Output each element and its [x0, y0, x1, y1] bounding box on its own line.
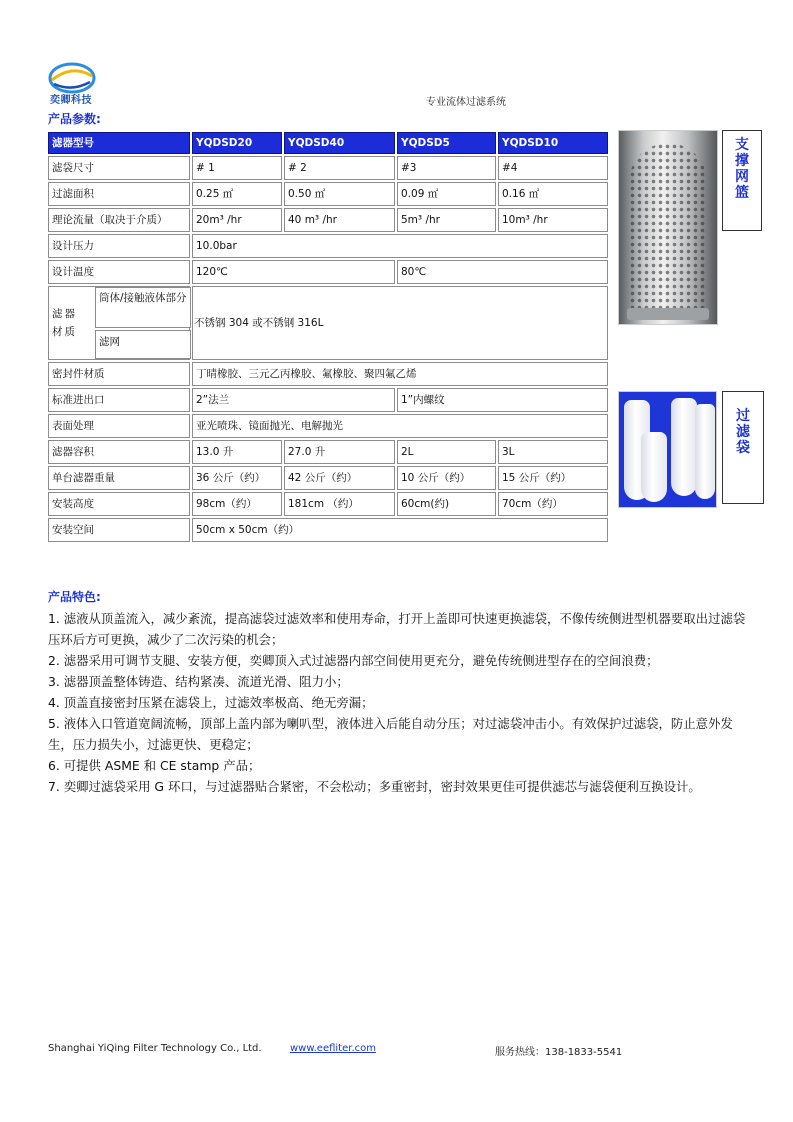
table-cell: 丁晴橡胶、三元乙丙橡胶、氟橡胶、聚四氟乙烯 [192, 362, 608, 386]
table-cell: 标准进出口 [48, 388, 190, 412]
table-cell: 10.0bar [192, 234, 608, 258]
table-cell: 滤器型号 [48, 132, 190, 154]
table-cell: 设计温度 [48, 260, 190, 284]
basket-label [722, 130, 762, 231]
table-header-row [48, 132, 608, 154]
material-value: 不锈钢 304 或不锈钢 316L [194, 317, 324, 329]
table-row [48, 388, 608, 412]
table-cell: 2”法兰 [192, 388, 395, 412]
feature-item: 7. 奕卿过滤袋采用 G 环口，与过滤器贴合紧密，不会松动；多重密封，密封效果更佳可提供滤芯与滤袋便利互换设计。 [48, 779, 701, 794]
footer-hotline: 服务热线：138-1833-5541 [495, 1047, 623, 1058]
basket-label-char: 撑 [735, 153, 749, 169]
table-cell: YQDSD40 [284, 132, 395, 154]
table-cell: 98cm（约） [192, 492, 282, 516]
table-cell: 2L [397, 440, 496, 464]
table-cell: 密封件材质 [48, 362, 190, 386]
material-label: 滤器材质 [52, 308, 77, 338]
filter-bag-photo [618, 391, 717, 508]
table-cell: 50cm x 50cm（约） [192, 518, 608, 542]
table-row [48, 362, 608, 386]
table-cell [99, 286, 608, 360]
table-cell: 0.16 ㎡ [498, 182, 608, 206]
table-cell: 滤袋尺寸 [48, 156, 190, 180]
table-cell: #3 [397, 156, 496, 180]
table-row [48, 492, 608, 516]
basket-label-char: 篮 [735, 185, 749, 201]
table-cell: YQDSD10 [498, 132, 608, 154]
material-sub-body: 筒体/接触液体部分 [95, 287, 191, 328]
table-cell: #4 [498, 156, 608, 180]
table-cell: 0.09 ㎡ [397, 182, 496, 206]
features-list [48, 608, 752, 797]
table-cell: 0.50 ㎡ [284, 182, 395, 206]
table-cell: 15 公斤（约） [498, 466, 608, 490]
table-cell: 10 公斤（约） [397, 466, 496, 490]
table-cell: 40 m³ /hr [284, 208, 395, 232]
table-row [48, 466, 608, 490]
table-cell: 表面处理 [48, 414, 190, 438]
basket-label-char: 网 [735, 169, 749, 185]
basket-label-char: 支 [735, 137, 749, 153]
table-row [48, 182, 608, 206]
table-row [48, 260, 608, 284]
table-cell: 滤器容积 [48, 440, 190, 464]
table-cell: 80℃ [397, 260, 608, 284]
bag-label-char: 滤 [736, 424, 750, 440]
feature-item: 4. 顶盖直接密封压紧在滤袋上，过滤效率极高、绝无旁漏； [48, 695, 374, 710]
feature-item: 3. 滤器顶盖整体铸造、结构紧凑、流道光滑、阻力小； [48, 674, 349, 689]
table-cell: 设计压力 [48, 234, 190, 258]
table-cell: # 2 [284, 156, 395, 180]
table-row [48, 518, 608, 542]
table-row [48, 208, 608, 232]
table-cell: 10m³ /hr [498, 208, 608, 232]
footer-company: Shanghai YiQing Filter Technology Co., Ltd. [48, 1043, 262, 1054]
table-row [48, 156, 608, 180]
footer-website-link[interactable]: www.eefliter.com [290, 1043, 376, 1054]
table-cell: 1”内螺纹 [397, 388, 608, 412]
table-cell: 120℃ [192, 260, 395, 284]
logo-text: 奕卿科技 [50, 95, 92, 106]
table-cell: 181cm （约） [284, 492, 395, 516]
bag-label-char: 袋 [736, 440, 750, 456]
spec-table [46, 130, 610, 544]
features-title: 产品特色: [48, 590, 101, 604]
table-cell: 亚光喷珠、镜面抛光、电解抛光 [192, 414, 608, 438]
table-cell: 70cm（约） [498, 492, 608, 516]
feature-item: 6. 可提供 ASME 和 CE stamp 产品； [48, 758, 261, 773]
table-cell: 27.0 升 [284, 440, 395, 464]
table-cell: 0.25 ㎡ [192, 182, 282, 206]
header-title: 专业流体过滤系统 [426, 97, 506, 108]
bag-label-char: 过 [736, 408, 750, 424]
table-cell: 42 公斤（约） [284, 466, 395, 490]
table-cell: 20m³ /hr [192, 208, 282, 232]
table-cell: 3L [498, 440, 608, 464]
table-cell: 13.0 升 [192, 440, 282, 464]
feature-item: 5. 液体入口管道宽阔流畅，顶部上盖内部为喇叭型，液体进入后能自动分压；对过滤袋冲击小。有效保护过滤袋，防止意外发生，压力损失小，过滤更快、更稳定； [48, 716, 733, 752]
table-row [48, 440, 608, 464]
table-cell: 单台滤器重量 [48, 466, 190, 490]
table-row [48, 414, 608, 438]
table-cell: 过滤面积 [48, 182, 190, 206]
table-cell: 理论流量（取决于介质） [48, 208, 190, 232]
table-cell: 安装高度 [48, 492, 190, 516]
table-cell: 36 公斤（约） [192, 466, 282, 490]
table-row [48, 234, 608, 258]
filter-bag-label [722, 391, 764, 504]
material-sub-mesh: 滤网 [95, 330, 191, 359]
table-cell: 5m³ /hr [397, 208, 496, 232]
table-cell: YQDSD20 [192, 132, 282, 154]
table-cell: # 1 [192, 156, 282, 180]
basket-photo [618, 130, 718, 325]
table-cell: 60cm(约) [397, 492, 496, 516]
table-cell: YQDSD5 [397, 132, 496, 154]
feature-item: 2. 滤器采用可调节支腿、安装方便，奕卿顶入式过滤器内部空间使用更充分，避免传统侧进型存在的空间浪费； [48, 653, 659, 668]
table-cell: 安装空间 [48, 518, 190, 542]
feature-item: 1. 滤液从顶盖流入，减少紊流，提高滤袋过滤效率和使用寿命，打开上盖即可快速更换滤袋，不像传统侧进型机器要取出过滤袋压环后方可更换，减少了二次污染的机会； [48, 611, 746, 647]
params-title: 产品参数: [48, 112, 101, 126]
